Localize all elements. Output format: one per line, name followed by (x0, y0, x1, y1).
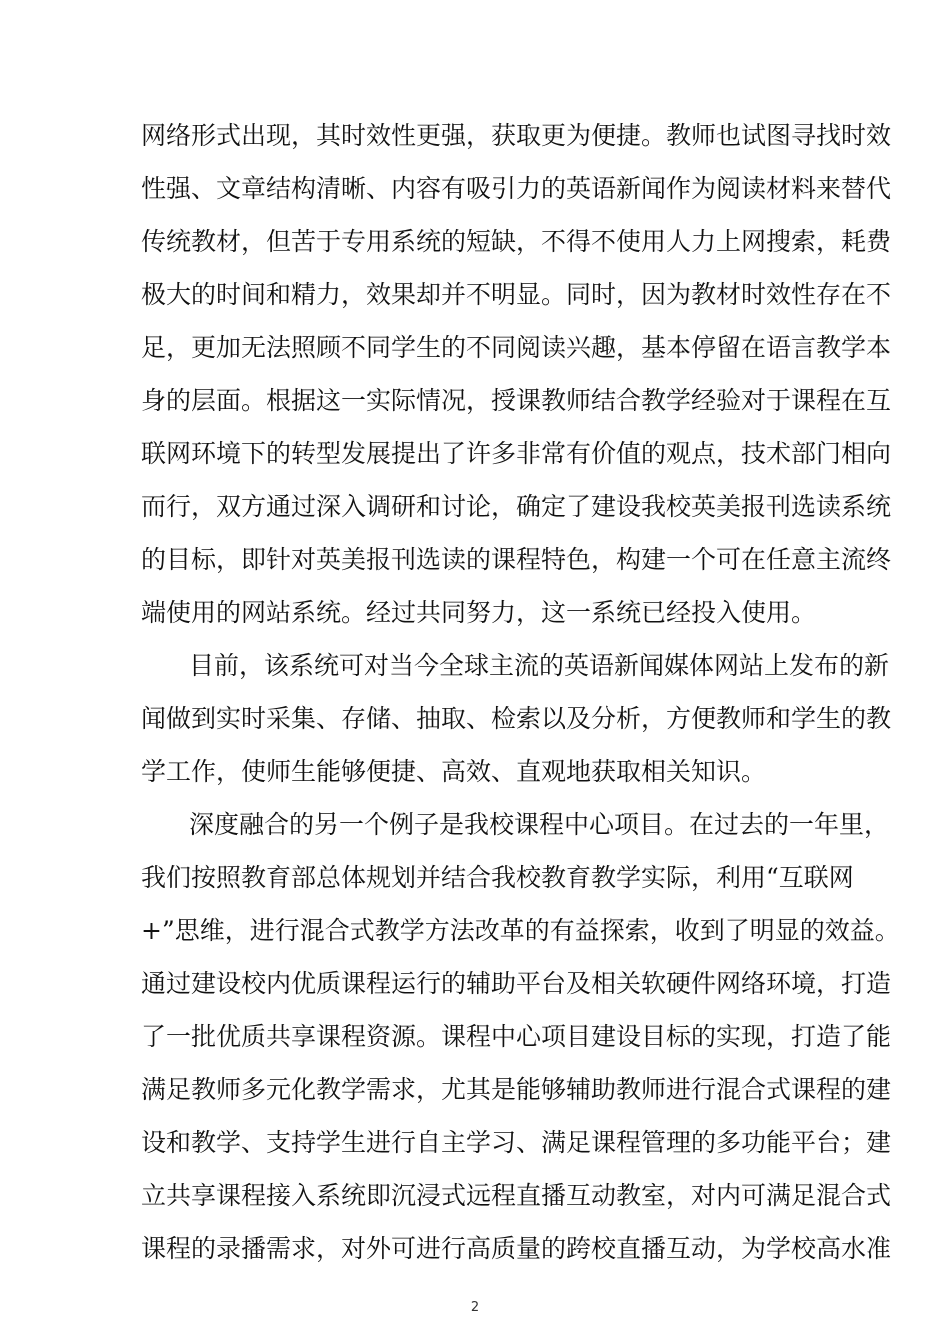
text-line: 足，更加无法照顾不同学生的不同阅读兴趣，基本停留在语言教学本 (141, 333, 892, 362)
text-line: 闻做到实时采集、存储、抽取、检索以及分析，方便教师和学生的教 (141, 704, 892, 733)
text-line: 设和教学、支持学生进行自主学习、满足课程管理的多功能平台；建 (141, 1128, 892, 1157)
text-line: 极大的时间和精力，效果却并不明显。同时，因为教材时效性存在不 (141, 280, 892, 309)
text-line: 性强、文章结构清晰、内容有吸引力的英语新闻作为阅读材料来替代 (141, 174, 892, 203)
paragraph-first-line: 深度融合的另一个例子是我校课程中心项目。在过去的一年里， (189, 810, 890, 839)
text-line: 立共享课程接入系统即沉浸式远程直播互动教室，对内可满足混合式 (141, 1181, 892, 1210)
text-line: 课程的录播需求，对外可进行高质量的跨校直播互动，为学校高水准 (141, 1234, 892, 1263)
text-line: 而行，双方通过深入调研和讨论，确定了建设我校英美报刊选读系统 (141, 492, 892, 521)
text-line: 身的层面。根据这一实际情况，授课教师结合教学经验对于课程在互 (141, 386, 892, 415)
text-line: 了一批优质共享课程资源。课程中心项目建设目标的实现，打造了能 (141, 1022, 892, 1051)
text-line: 网络形式出现，其时效性更强，获取更为便捷。教师也试图寻找时效 (141, 121, 892, 150)
text-line: 满足教师多元化教学需求，尤其是能够辅助教师进行混合式课程的建 (141, 1075, 892, 1104)
page-number: 2 (470, 1300, 480, 1315)
text-line: 通过建设校内优质课程运行的辅助平台及相关软硬件网络环境，打造 (141, 969, 892, 998)
text-line: 学工作，使师生能够便捷、高效、直观地获取相关知识。 (141, 757, 767, 786)
text-line: +”思维，进行混合式教学方法改革的有益探索，收到了明显的效益。 (141, 916, 900, 945)
text-line: 的目标，即针对英美报刊选读的课程特色，构建一个可在任意主流终 (141, 545, 892, 574)
paragraph-first-line: 目前，该系统可对当今全球主流的英语新闻媒体网站上发布的新 (189, 651, 890, 680)
text-line: 我们按照教育部总体规划并结合我校教育教学实际，利用“互联网 (141, 863, 854, 892)
text-line: 端使用的网站系统。经过共同努力，这一系统已经投入使用。 (141, 598, 817, 627)
text-line: 传统教材，但苦于专用系统的短缺，不得不使用人力上网搜索，耗费 (141, 227, 892, 256)
text-line: 联网环境下的转型发展提出了许多非常有价值的观点，技术部门相向 (141, 439, 892, 468)
